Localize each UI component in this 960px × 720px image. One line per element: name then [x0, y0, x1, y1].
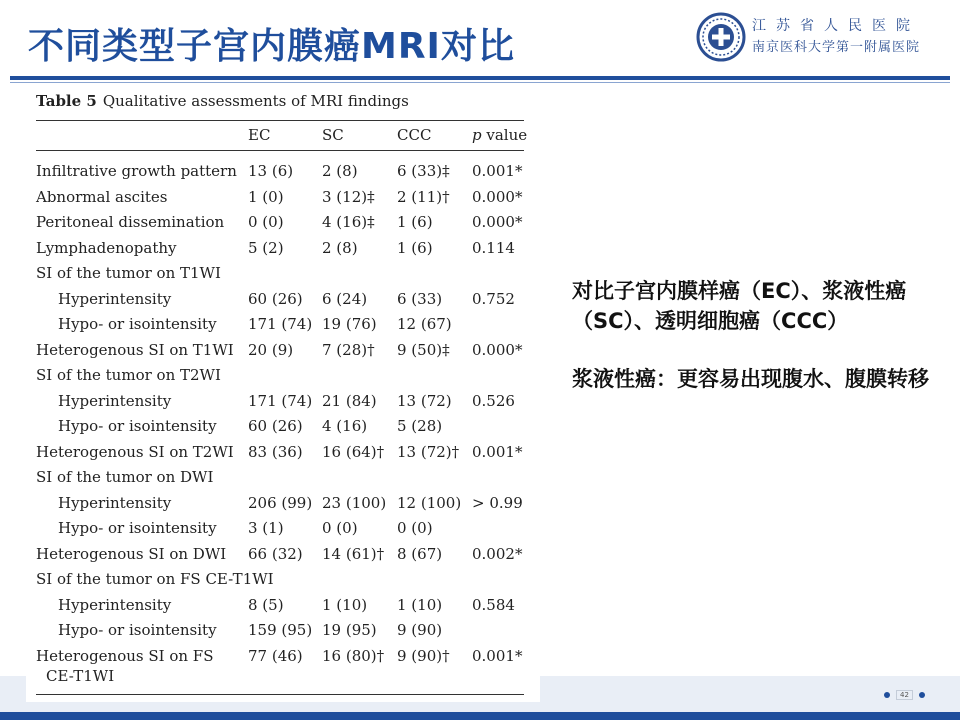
- table-header-row: [36, 126, 536, 150]
- table-row: [36, 468, 536, 492]
- row-label: Heterogenous SI on DWI: [36, 545, 227, 563]
- page-number: 42: [896, 690, 913, 700]
- footer-nav: [884, 690, 925, 700]
- cell-p-value: 0.584: [472, 596, 515, 614]
- cell-sc: 16 (64)†: [322, 443, 385, 461]
- row-label: Hyperintensity: [58, 290, 172, 308]
- cell-p-value: 0.114: [472, 239, 515, 257]
- table-row: [36, 366, 536, 390]
- row-label: Heterogenous SI on T2WI: [36, 443, 234, 461]
- table-row: [36, 162, 536, 186]
- cell-ccc: 2 (11)†: [397, 188, 450, 206]
- cell-p-value: 0.001*: [472, 443, 523, 461]
- table-row: [36, 341, 536, 365]
- table-row: [36, 647, 536, 685]
- cell-p-value: 0.526: [472, 392, 515, 410]
- cell-ec: 206 (99): [248, 494, 313, 512]
- table-row: [36, 239, 536, 263]
- cell-p-value: 0.752: [472, 290, 515, 308]
- row-label: Hypo- or isointensity: [58, 315, 217, 333]
- row-label: Lymphadenopathy: [36, 239, 177, 257]
- cell-sc: 6 (24): [322, 290, 368, 308]
- cell-sc: 3 (12)‡: [322, 188, 375, 206]
- hospital-subtitle: 南京医科大学第一附属医院: [752, 40, 921, 55]
- cell-sc: 4 (16)‡: [322, 213, 375, 231]
- cell-ec: 66 (32): [248, 545, 303, 563]
- cell-sc: 14 (61)†: [322, 545, 385, 563]
- cell-ccc: 1 (10): [397, 596, 443, 614]
- column-header-sc: SC: [322, 126, 344, 144]
- row-label: Hypo- or isointensity: [58, 621, 217, 639]
- cell-ccc: 5 (28): [397, 417, 443, 435]
- column-header-ec: EC: [248, 126, 271, 144]
- table-caption-text: Qualitative assessments of MRI findings: [102, 92, 409, 110]
- cell-sc: 23 (100): [322, 494, 387, 512]
- table-row: [36, 621, 536, 645]
- row-label: Hypo- or isointensity: [58, 519, 217, 537]
- results-table: [26, 86, 540, 702]
- table-row: [36, 570, 536, 594]
- row-label: Heterogenous SI on FS: [36, 647, 214, 665]
- cell-sc: 1 (10): [322, 596, 368, 614]
- cell-ccc: 9 (90): [397, 621, 443, 639]
- cell-ccc: 9 (90)†: [397, 647, 450, 665]
- cell-ccc: 8 (67): [397, 545, 443, 563]
- row-label: Hyperintensity: [58, 392, 172, 410]
- cell-ec: 83 (36): [248, 443, 303, 461]
- table-bottom-rule: [36, 694, 524, 695]
- table-row: [36, 494, 536, 518]
- cell-ccc: 6 (33): [397, 290, 443, 308]
- row-label: SI of the tumor on FS CE-T1WI: [36, 570, 274, 588]
- footer-bar: [0, 712, 960, 720]
- table-row: [36, 213, 536, 237]
- hospital-name: 江苏省人民医院: [752, 18, 920, 34]
- cell-ccc: 0 (0): [397, 519, 433, 537]
- cell-ccc: 1 (6): [397, 213, 433, 231]
- cell-p-value: 0.001*: [472, 162, 523, 180]
- column-header-p-value: p value: [472, 126, 528, 144]
- footer-dot: [884, 692, 890, 698]
- notes-panel: [572, 276, 942, 422]
- row-label: SI of the tumor on T1WI: [36, 264, 221, 282]
- cell-sc: 16 (80)†: [322, 647, 385, 665]
- table-row: [36, 596, 536, 620]
- cell-ccc: 6 (33)‡: [397, 162, 450, 180]
- cell-ec: 60 (26): [248, 417, 303, 435]
- row-label: Peritoneal dissemination: [36, 213, 225, 231]
- note-serous-finding: 浆液性癌：更容易出现腹水、腹膜转移: [572, 367, 929, 391]
- cell-sc: 0 (0): [322, 519, 358, 537]
- cell-p-value: > 0.99: [472, 494, 523, 512]
- cell-ec: 13 (6): [248, 162, 294, 180]
- cell-p-value: 0.000*: [472, 341, 523, 359]
- cell-ccc: 13 (72): [397, 392, 452, 410]
- cell-sc: 2 (8): [322, 162, 358, 180]
- table-header-rule: [36, 150, 524, 151]
- cell-ec: 171 (74): [248, 315, 313, 333]
- hospital-logo: [696, 12, 746, 62]
- cell-ec: 60 (26): [248, 290, 303, 308]
- cell-ec: 1 (0): [248, 188, 284, 206]
- table-row: [36, 264, 536, 288]
- cell-p-value: 0.000*: [472, 188, 523, 206]
- row-label: SI of the tumor on DWI: [36, 468, 214, 486]
- column-header-ccc: CCC: [397, 126, 432, 144]
- header-divider-thin: [10, 82, 950, 83]
- cell-ec: 77 (46): [248, 647, 303, 665]
- cell-ec: 171 (74): [248, 392, 313, 410]
- cell-ec: 5 (2): [248, 239, 284, 257]
- cell-ec: 3 (1): [248, 519, 284, 537]
- cell-p-value: 0.002*: [472, 545, 523, 563]
- cell-sc: 4 (16): [322, 417, 368, 435]
- cell-ec: 20 (9): [248, 341, 294, 359]
- row-label: Hypo- or isointensity: [58, 417, 217, 435]
- row-label: Hyperintensity: [58, 494, 172, 512]
- cell-ccc: 1 (6): [397, 239, 433, 257]
- page-title: 不同类型子宫内膜癌MRI对比: [28, 26, 515, 67]
- cell-p-value: 0.000*: [472, 213, 523, 231]
- row-label: Heterogenous SI on T1WI: [36, 341, 234, 359]
- row-label: Hyperintensity: [58, 596, 172, 614]
- table-row: [36, 188, 536, 212]
- cell-ec: 8 (5): [248, 596, 284, 614]
- cell-ccc: 12 (67): [397, 315, 452, 333]
- table-row: [36, 392, 536, 416]
- row-label-continued: CE-T1WI: [46, 667, 115, 685]
- table-row: [36, 417, 536, 441]
- table-row: [36, 545, 536, 569]
- row-label: Infiltrative growth pattern: [36, 162, 237, 180]
- table-row: [36, 315, 536, 339]
- row-label: SI of the tumor on T2WI: [36, 366, 221, 384]
- header-divider: [10, 76, 950, 80]
- table-row: [36, 519, 536, 543]
- cell-ccc: 12 (100): [397, 494, 462, 512]
- footer-dot: [919, 692, 925, 698]
- cell-ccc: 13 (72)†: [397, 443, 460, 461]
- cell-ec: 0 (0): [248, 213, 284, 231]
- table-row: [36, 443, 536, 467]
- cell-ccc: 9 (50)‡: [397, 341, 450, 359]
- row-label: Abnormal ascites: [36, 188, 168, 206]
- table-row: [36, 290, 536, 314]
- table-top-rule: [36, 120, 524, 121]
- table-caption-label: Table 5: [36, 92, 97, 110]
- cell-sc: 21 (84): [322, 392, 377, 410]
- note-comparison: 对比子宫内膜样癌（EC）、浆液性癌（SC）、透明细胞癌（CCC）: [572, 279, 907, 333]
- table-caption: [36, 92, 409, 110]
- cell-ec: 159 (95): [248, 621, 313, 639]
- cell-sc: 19 (76): [322, 315, 377, 333]
- cell-sc: 19 (95): [322, 621, 377, 639]
- cell-sc: 2 (8): [322, 239, 358, 257]
- cell-p-value: 0.001*: [472, 647, 523, 665]
- cell-sc: 7 (28)†: [322, 341, 375, 359]
